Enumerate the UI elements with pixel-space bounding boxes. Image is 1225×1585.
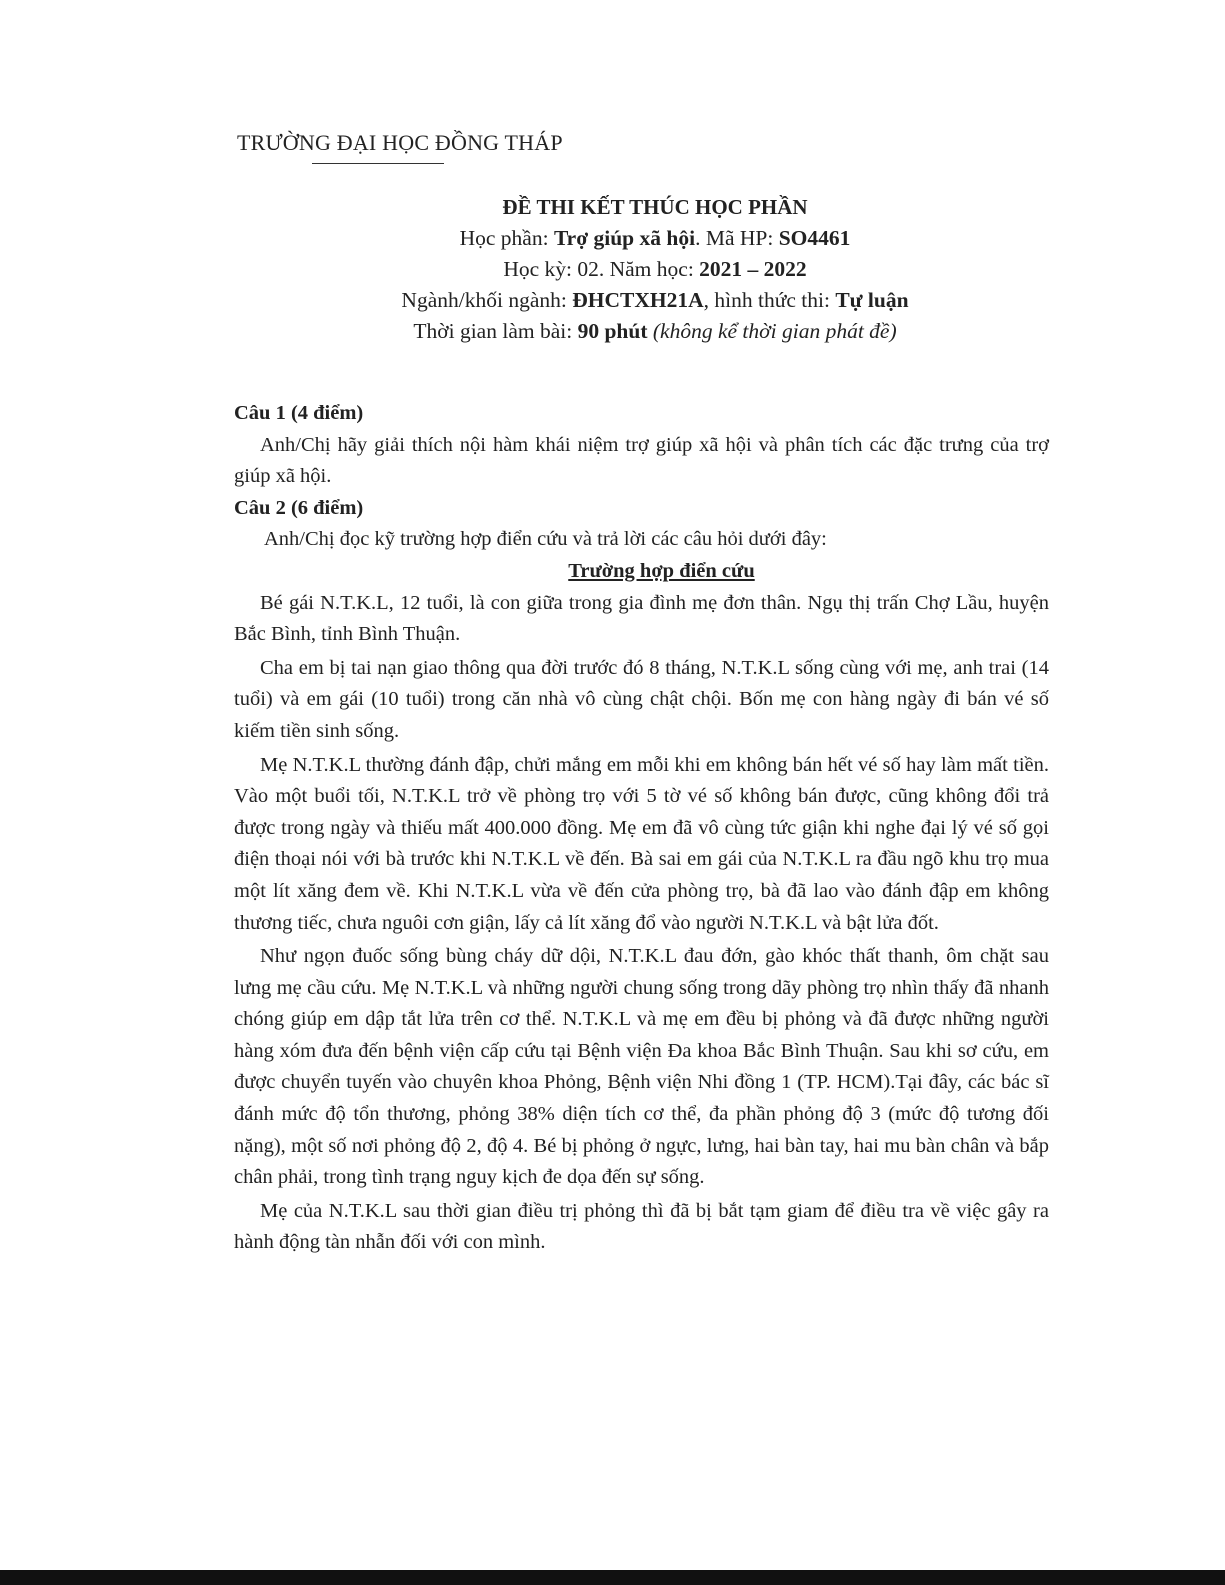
case-paragraph: Mẹ của N.T.K.L sau thời gian điều trị phỏng thì đã bị bắt tạm giam để điều tra về việc gây ra hành động tàn nhẫn đối với con mình. (234, 1199, 1049, 1254)
scan-bottom-edge (0, 1570, 1225, 1585)
question-2-heading: Câu 2 (6 điểm) (234, 496, 364, 519)
exam-title: ĐỀ THI KẾT THÚC HỌC PHẦN (502, 195, 808, 219)
semester-label: Học kỳ: 02. Năm học: (503, 257, 700, 281)
question-1-heading: Câu 1 (4 điểm) (234, 402, 364, 424)
exam-body (234, 398, 1049, 1259)
exam-header (0, 192, 1225, 347)
exam-form: Tự luận (835, 288, 909, 312)
time-value: 90 phút (577, 319, 648, 343)
school-name: TRƯỜNG ĐẠI HỌC ĐỒNG THÁP (237, 130, 563, 155)
course-label: Học phần: (459, 226, 554, 250)
course-code: SO4461 (778, 226, 851, 250)
question-1-text: Anh/Chị hãy giải thích nội hàm khái niệm trợ giúp xã hội và phân tích các đặc trưng của trợ giúp xã hội. (234, 433, 1049, 488)
school-year: 2021 – 2022 (699, 257, 807, 281)
time-line (0, 316, 1225, 347)
semester-line (0, 254, 1225, 285)
major-line (0, 285, 1225, 316)
time-note: (không kể thời gian phát đề) (647, 319, 897, 343)
case-paragraph: Mẹ N.T.K.L thường đánh đập, chửi mắng em mỗi khi em không bán hết vé số hay làm mất tiền. Vào một buổi tối, N.T.K.L trở về phòng trọ với 5 tờ vé số không bán được, cũng không đổi trả được trong ngày và thiếu mất 400.000 đồng. Mẹ em đã vô cùng tức giận khi nghe đại lý vé số gọi điện thoại nói với bà trước khi N.T.K.L về đến. Bà sai em gái của N.T.K.L ra đầu ngõ khu trọ mua một lít xăng đem về. Khi N.T.K.L vừa về đến cửa phòng trọ, bà đã lao vào đánh đập em không thương tiếc, chưa nguôi cơn giận, lấy cả lít xăng đổ vào người N.T.K.L và bật lửa đốt. (234, 753, 1049, 934)
case-paragraph: Bé gái N.T.K.L, 12 tuổi, là con giữa trong gia đình mẹ đơn thân. Ngụ thị trấn Chợ Lầu, huyện Bắc Bình, tỉnh Bình Thuận. (234, 591, 1049, 646)
case-study-title: Trường hợp điển cứu (568, 559, 755, 582)
case-paragraph: Cha em bị tai nạn giao thông qua đời trước đó 8 tháng, N.T.K.L sống cùng với mẹ, anh trai (14 tuổi) và em gái (10 tuổi) trong căn nhà vô cùng chật chội. Bốn mẹ con hàng ngày đi bán vé số kiếm tiền sinh sống. (234, 656, 1049, 742)
question-2-instruction: Anh/Chị đọc kỹ trường hợp điển cứu và trả lời các câu hỏi dưới đây: (264, 528, 827, 551)
time-label: Thời gian làm bài: (413, 319, 578, 343)
major-code: ĐHCTXH21A (572, 288, 704, 312)
form-label: , hình thức thi: (703, 288, 836, 312)
school-name-underline (312, 163, 444, 164)
course-name: Trợ giúp xã hội (553, 226, 696, 250)
major-label: Ngành/khối ngành: (401, 288, 573, 312)
case-paragraph: Như ngọn đuốc sống bùng cháy dữ dội, N.T.K.L đau đớn, gào khóc thất thanh, ôm chặt sau lưng mẹ cầu cứu. Mẹ N.T.K.L và những người chung sống trong dãy phòng trọ nhìn thấy đã nhanh chóng giúp em dập tắt lửa trên cơ thể. N.T.K.L và mẹ em đều bị phỏng và đã được những người hàng xóm đưa đến bệnh viện cấp cứu tại Bệnh viện Đa khoa Bắc Bình Thuận. Sau khi sơ cứu, em được chuyển tuyến vào chuyên khoa Phỏng, Bệnh viện Nhi đồng 1 (TP. HCM).Tại đây, các bác sĩ đánh mức độ tổn thương, phỏng 38% diện tích cơ thể, đa phần phỏng độ 3 (mức độ tương đối nặng), một số nơi phỏng độ 2, độ 4. Bé bị phỏng ở ngực, lưng, hai bàn tay, hai mu bàn chân và bắp chân phải, trong tình trạng nguy kịch đe dọa đến sự sống. (234, 945, 1049, 1189)
course-code-label: . Mã HP: (695, 226, 779, 250)
course-line (0, 223, 1225, 254)
